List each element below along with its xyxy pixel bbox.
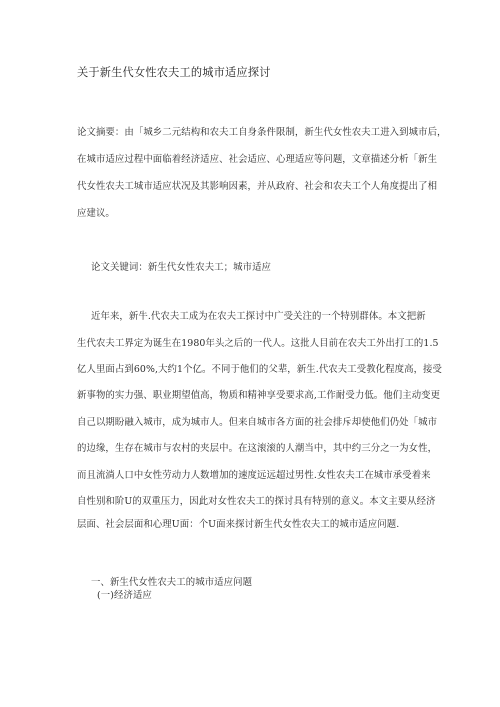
abstract-line: 代女性农夫工城市适应状况及其影响因素，并从政府、社会和农夫工个人角度提出了相 [77, 181, 438, 192]
intro-line: 的边缘，生存在城市与农村的夹层中。在这滚滚的人潮当中，其中约三分之一为女性， [77, 443, 438, 454]
subsection-heading: (一)经济适应 [97, 590, 152, 601]
intro-line: 而且流淌人口中女性劳动力人数增加的速度远远超过男性.女性农夫工在城市承受着来 [77, 470, 431, 481]
document-title: 关于新生代女性农夫工的城市适应探讨 [77, 66, 271, 79]
section-heading: 一、新生代女性农夫工的城市适应问题 [91, 577, 253, 588]
abstract-line: 论文摘要：由「城乡二元结构和农夫工自身条件限制，新生代女性农夫工进入到城市后， [77, 127, 447, 138]
intro-line: 生代农夫工界定为诞生在1980年头之后的一代人。这批人目前在农夫工外出打工的1.5 [77, 338, 439, 349]
intro-line: 自己以期盼融入城市，成为城市人。但来自城市各方面的社会排斥却使他们仍处「城市 [77, 417, 438, 428]
keywords-line: 论文关键词：新生代女性农夫工；城市适应 [91, 262, 272, 273]
intro-line: 近年来，新牛.代农夫工成为在农夫工探讨中广受关注的一个特别群体。本文把新 [91, 311, 426, 322]
intro-line: 新事物的实力强、职业期望值高，物质和精神享受要求高,工作耐受力低。他们主动变更 [77, 390, 441, 401]
intro-line: 自性别和阶U的双重压力，因此对女性农夫工的探讨具有特别的意义。本文主要从经济 [77, 496, 436, 507]
abstract-line: 应建议。 [77, 208, 115, 219]
intro-line: 层面、社会层面和心理U面：个U面来探讨新生代女性农夫工的城市适应问题. [77, 519, 400, 530]
intro-line: 亿人里面占到60%,大约1个亿。不同于他们的父辈，新生.代农夫工受教化程度高，接受 [77, 364, 442, 375]
abstract-line: 在城市适应过程中面临着经济适应、社会适应、心理适应等问题，文章描述分析「新生 [77, 154, 438, 165]
